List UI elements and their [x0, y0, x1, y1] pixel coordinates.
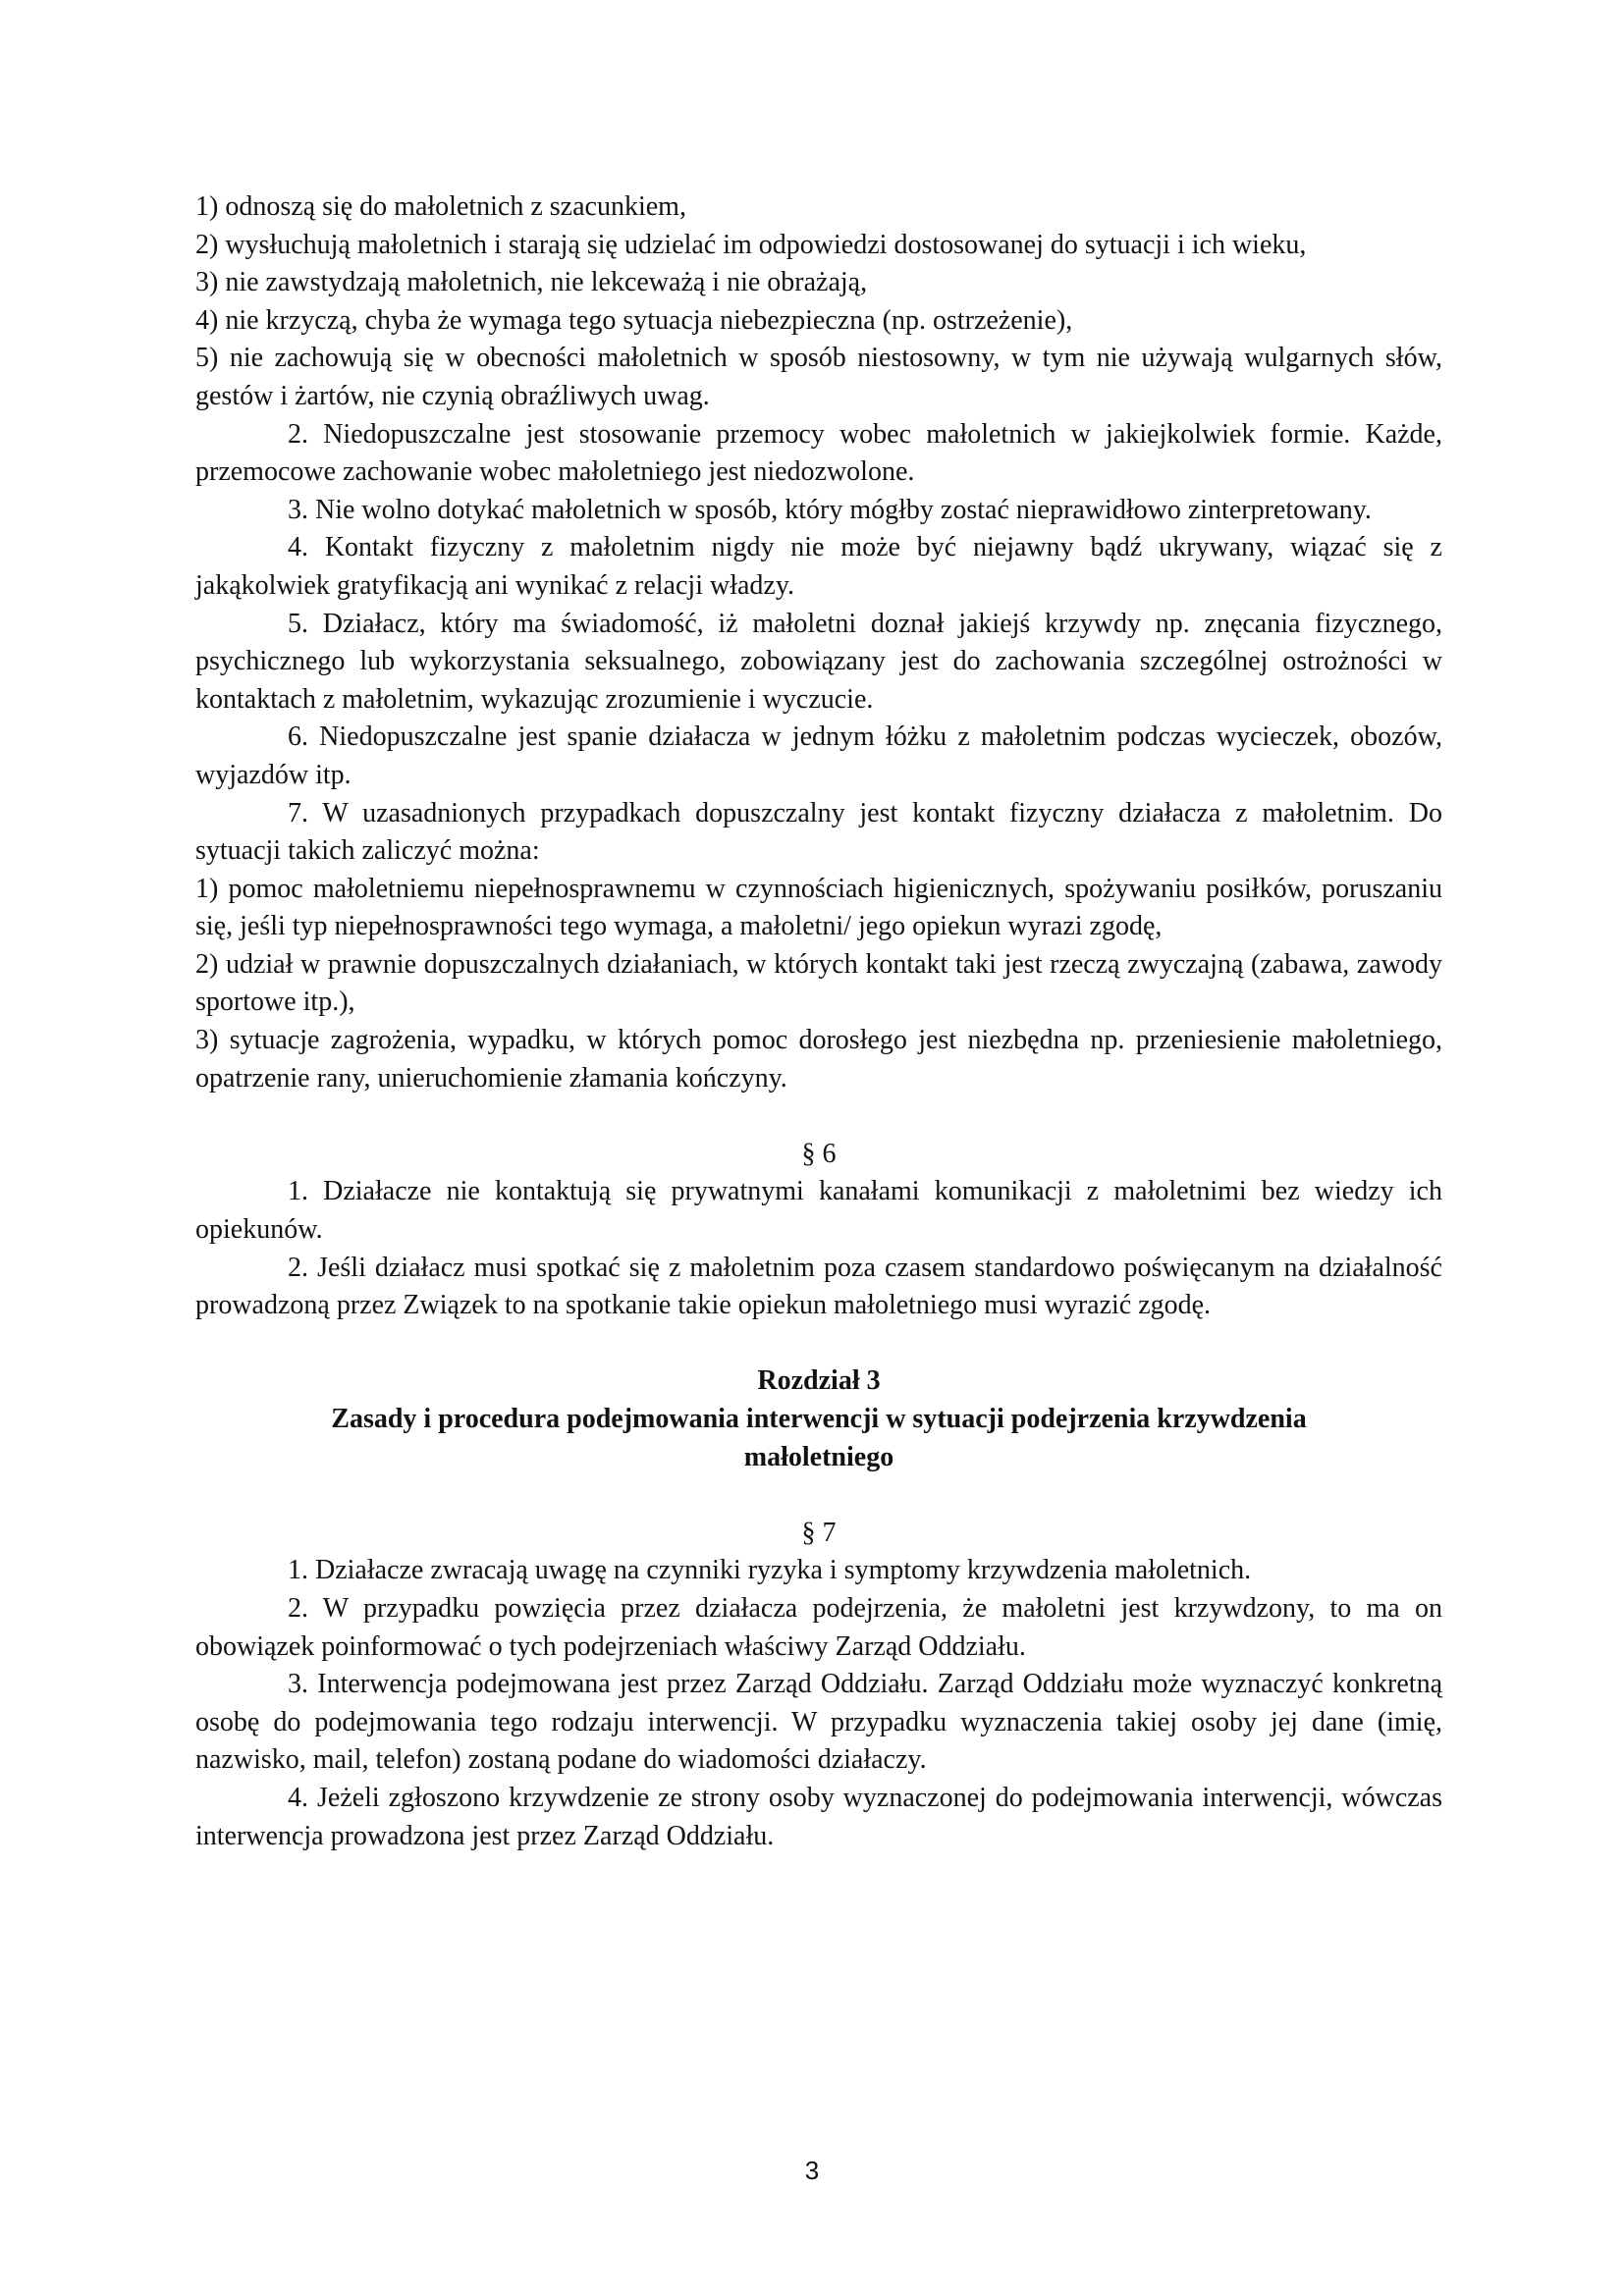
- document-body: [195, 188, 1442, 1855]
- list-item: 1) odnoszą się do małoletnich z szacunkiem,: [195, 191, 686, 222]
- section-6-paragraph-2: 2. Jeśli działacz musi spotkać się z małoletnim poza czasem standardowo poświęcanym na działalność prowadzoną przez Związek to na spotkanie takie opiekun małoletniego musi wyrazić zgodę.: [195, 1252, 1442, 1321]
- section-7-label: § 7: [801, 1517, 837, 1548]
- spacer: [195, 1097, 1442, 1136]
- paragraph-6: 6. Niedopuszczalne jest spanie działacza w jednym łóżku z małoletnim podczas wycieczek, obozów, wyjazdów itp.: [195, 721, 1442, 790]
- list-item: 3) nie zawstydzają małoletnich, nie lekceważą i nie obrażają,: [195, 267, 868, 298]
- chapter-title: Rozdział 3: [757, 1365, 881, 1397]
- page-number: 3: [804, 2156, 820, 2185]
- chapter-subtitle-line-2: małoletniego: [743, 1441, 894, 1472]
- list-item: 1) pomoc małoletniemu niepełnosprawnemu w czynnościach higienicznych, spożywaniu posiłków, poruszaniu się, jeśli typ niepełnosprawności tego wymaga, a małoletni/ jego opiekun wyrazi zgodę,: [195, 873, 1442, 942]
- spacer: [195, 1325, 1442, 1363]
- paragraph-5: 5. Działacz, który ma świadomość, iż małoletni doznał jakiejś krzywdy np. znęcania fizycznego, psychicznego lub wykorzystania seksualnego, zobowiązany jest do zachowania szczególnej ostrożności w kontaktach z małoletnim, wykazując zrozumienie i wyczucie.: [195, 608, 1442, 715]
- section-6-label: § 6: [801, 1138, 837, 1169]
- list-item: 2) wysłuchują małoletnich i starają się udzielać im odpowiedzi dostosowanej do sytuacji i ich wieku,: [195, 229, 1307, 260]
- list-item: 3) sytuacje zagrożenia, wypadku, w których pomoc dorosłego jest niezbędna np. przeniesienie małoletniego, opatrzenie rany, unieruchomienie złamania kończyny.: [195, 1025, 1442, 1094]
- chapter-subtitle-line-1: Zasady i procedura podejmowania interwencji w sytuacji podejrzenia krzywdzenia: [331, 1404, 1307, 1434]
- section-7-paragraph-1: 1. Działacze zwracają uwagę na czynniki ryzyka i symptomy krzywdzenia małoletnich.: [288, 1555, 1252, 1586]
- section-7-paragraph-2: 2. W przypadku powzięcia przez działacza podejrzenia, że małoletni jest krzywdzony, to ma on obowiązek poinformować o tych podejrzeniach właściwy Zarząd Oddziału.: [195, 1592, 1442, 1662]
- paragraph-3: 3. Nie wolno dotykać małoletnich w sposób, który mógłby zostać nieprawidłowo zinterpretowany.: [288, 494, 1372, 525]
- list-item: 2) udział w prawnie dopuszczalnych działaniach, w których kontakt taki jest rzeczą zwyczajną (zabawa, zawody sportowe itp.),: [195, 948, 1442, 1018]
- section-6-paragraph-1: 1. Działacze nie kontaktują się prywatnymi kanałami komunikacji z małoletnimi bez wiedzy ich opiekunów.: [195, 1176, 1442, 1246]
- section-7-paragraph-4: 4. Jeżeli zgłoszono krzywdzenie ze strony osoby wyznaczonej do podejmowania interwencji, wówczas interwencja prowadzona jest przez Zarząd Oddziału.: [195, 1782, 1442, 1851]
- section-7-paragraph-3: 3. Interwencja podejmowana jest przez Zarząd Oddziału. Zarząd Oddziału może wyznaczyć konkretną osobę do podejmowania tego rodzaju interwencji. W przypadku wyznaczenia takiej osoby jej dane (imię, nazwisko, mail, telefon) zostaną podane do wiadomości działaczy.: [195, 1669, 1442, 1776]
- spacer: [195, 1476, 1442, 1515]
- list-item: 4) nie krzyczą, chyba że wymaga tego sytuacja niebezpieczna (np. ostrzeżenie),: [195, 304, 1073, 336]
- paragraph-7: 7. W uzasadnionych przypadkach dopuszczalny jest kontakt fizyczny działacza z małoletnim. Do sytuacji takich zaliczyć można:: [195, 797, 1442, 867]
- list-item: 5) nie zachowują się w obecności małoletnich w sposób niestosowny, w tym nie używają wulgarnych słów, gestów i żartów, nie czynią obraźliwych uwag.: [195, 343, 1442, 411]
- paragraph-4: 4. Kontakt fizyczny z małoletnim nigdy nie może być niejawny bądź ukrywany, wiązać się z jakąkolwiek gratyfikacją ani wynikać z relacji władzy.: [195, 532, 1442, 601]
- paragraph-2: 2. Niedopuszczalne jest stosowanie przemocy wobec małoletnich w jakiejkolwiek formie. Każde, przemocowe zachowanie wobec małoletniego jest niedozwolone.: [195, 418, 1442, 488]
